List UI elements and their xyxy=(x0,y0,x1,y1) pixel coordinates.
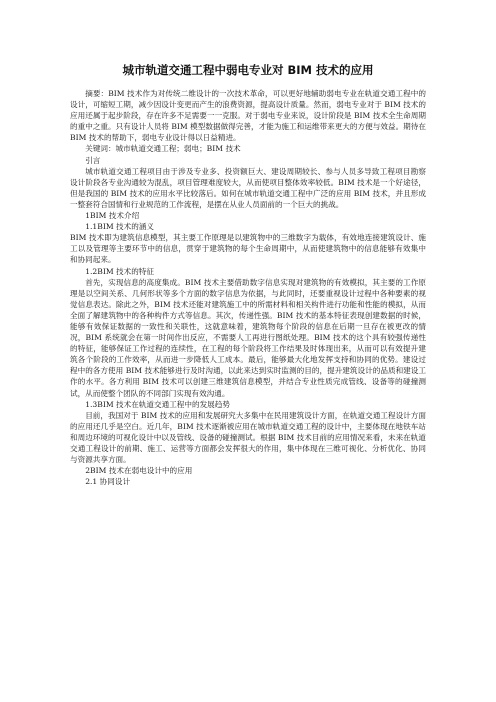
intro-paragraph: 城市轨道交通工程项目由于涉及专业多、投资额巨大、建设周期较长、参与人员多导致工程项目勘察设计阶段各专业沟通较为混乱，项目管理难度较大，从而使项目整体效率较低。BIM 技术是一个好途径，但是我国的 BIM 技术的应用水平比较落后。如何在城市轨道交通工程中广泛的应用 BIM 技术，并且形成一整套符合国情和行业规范的工作流程，是摆在从业人员面前的一个巨大的挑战。 xyxy=(70,166,426,209)
section-heading-2-1: 2.1 协同设计 xyxy=(85,477,131,487)
body-paragraph-1-2: 首先，实现信息的高度集成。BIM 技术主要借助数字信息实现对建筑物的有效模拟，其主要的工作原理是以空间关系、几何形状等多个方面的数字信息为依据，与此同时，还要重视设计过程中各种要素的视觉信息表达。除此之外，BIM 技术还能对建筑施工中的所需材料和相关构件进行功能和性能的模拟，从而全面了解建筑物中的各种构件方式等信息。其次，传递性强。BIM 技术的基本特征表现创建数据的时候，能够有效保证数据的一致性和关联性，这就意味着，建筑物每个阶段的信息在后期一旦存在被更改的情况，BIM 系统就会在第一时间作出反应，不需要人工再进行图纸处理。BIM 技术的这个具有较强传递性的特征，能够保证工作过程的连续性，在工程的每个阶段将工作结果及时体现出来，从而可以有效提升建筑各个阶段的工作效率，从而进一步降低人工成本。最后，能够最大化地发挥支持和协同的优势。建设过程中的各方使用 BIM 技术能够进行及时沟通，以此来达到实时监测的目的，提升建筑设计的品质和建设工作的水平。各方利用 BIM 技术可以创建三维建筑信息模型，并结合专业性质完成管线、设备等的碰撞测试，从而使整个团队的不同部门实现有效沟通。 xyxy=(70,277,426,398)
section-heading-1: 1BIM 技术介绍 xyxy=(85,211,140,221)
section-heading-intro: 引言 xyxy=(85,155,101,165)
body-paragraph-1-1: BIM 技术即为建筑信息模型，其主要工作原理是以建筑物中的三维数字为载体，有效地连接建筑设计、施工以及管理等主要环节中的信息，贯穿于建筑物的每个生命周期中，从而使建筑物中的信息能够有效集中和协同起来。 xyxy=(70,233,426,265)
body-text xyxy=(70,88,426,487)
section-heading-2: 2BIM 技术在弱电设计中的应用 xyxy=(85,466,193,476)
keywords-paragraph: 关键词：城市轨道交通工程；弱电；BIM 技术 xyxy=(85,144,241,154)
page-title: 城市轨道交通工程中弱电专业对 BIM 技术的应用 xyxy=(122,63,374,77)
section-heading-1-2: 1.2BIM 技术的特征 xyxy=(85,266,155,276)
abstract-paragraph: 摘要：BIM 技术作为对传统二维设计的一次技术革命，可以更好地辅助弱电专业在轨道交通工程中的设计，可缩短工期，减少因设计变更而产生的浪费资源，提高设计质量。然而，弱电专业对于 BIM 技术的应用还属于起步阶段，存在许多不足需要一一克服。对于弱电专业来说，设计阶段是 BIM 技术全生命周期的重中之重。只有设计人员将 BIM 模型数据做得完善，才能为施工和运维带来更大的方便与效益。期待在 BIM 技术的帮助下，弱电专业设计得以日益精进。 xyxy=(70,89,426,143)
body-paragraph-1-3: 目前，我国对于 BIM 技术的应用和发展研究大多集中在民用建筑设计方面，在轨道交通工程设计方面的应用还几乎是空白。近几年，BIM 技术逐渐被应用在城市轨道交通工程的设计中，主要体现在地铁车站和周边环境的可视化设计中以及管线、设备的碰撞测试。根据 BIM 技术目前的应用情况来看，未来在轨道交通工程设计的前期、施工、运营等方面都会发挥很大的作用，集中体现在三维可视化、分析优化、协同与资源共享方面。 xyxy=(70,410,426,465)
section-heading-1-3: 1.3BIM 技术在轨道交通工程中的发展趋势 xyxy=(85,399,230,409)
section-heading-1-1: 1.1BIM 技术的涵义 xyxy=(85,222,155,232)
